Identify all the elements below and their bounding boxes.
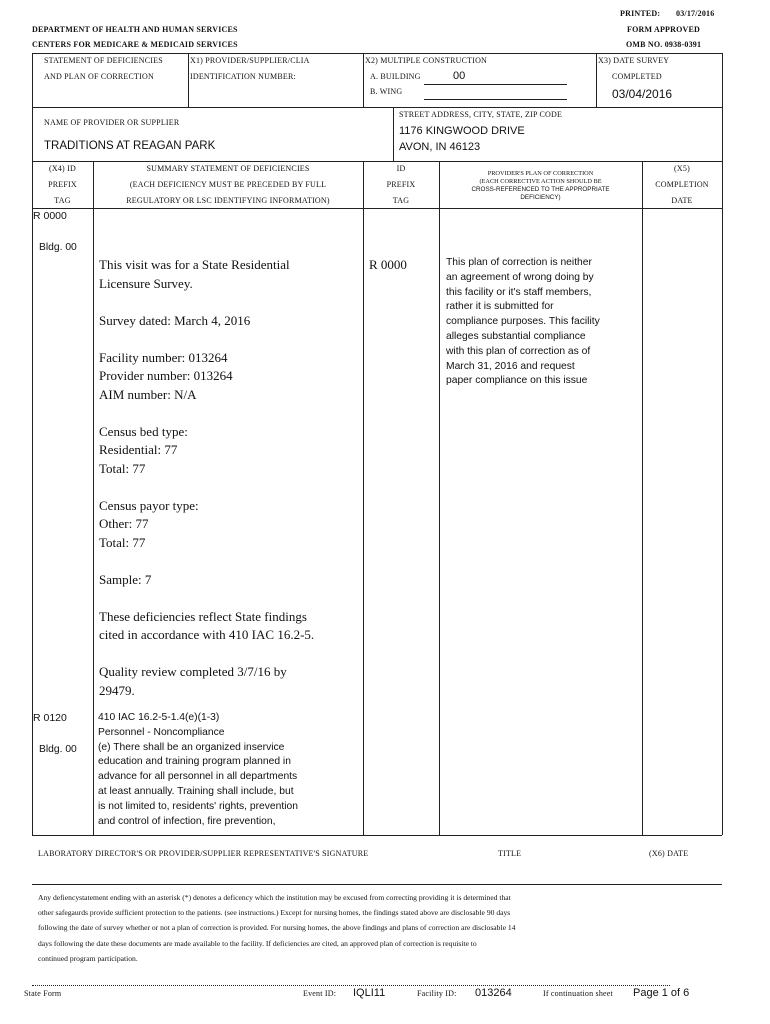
col-plan-title: PROVIDER'S PLAN OF CORRECTION: [487, 170, 594, 177]
address-line2: AVON, IN 46123: [399, 141, 481, 153]
col-summary-title: SUMMARY STATEMENT OF DEFICIENCIES: [146, 164, 310, 173]
printed-label: PRINTED:: [620, 9, 661, 18]
col-x4-tag: TAG: [54, 196, 71, 205]
col-id-prefix: PREFIX: [386, 180, 416, 189]
facility-id: 013264: [475, 987, 512, 999]
plan-tag-r0000: R 0000: [369, 257, 407, 272]
col-x5-completion: COMPLETION: [655, 180, 709, 189]
provider-name: TRADITIONS AT REAGAN PARK: [44, 140, 216, 152]
survey-date: 03/04/2016: [612, 87, 673, 101]
date-survey-label: X3) DATE SURVEY: [598, 56, 670, 65]
col-plan-sub2: CROSS-REFERENCED TO THE APPROPRIATE: [471, 186, 610, 193]
state-form-label: State Form: [24, 989, 62, 998]
form-approved: FORM APPROVED: [627, 25, 701, 34]
signature-label: LABORATORY DIRECTOR'S OR PROVIDER/SUPPLIER REPRESENTATIVE'S SIGNATURE: [38, 849, 369, 858]
col-plan-sub1: (EACH CORRECTIVE ACTION SHOULD BE: [479, 178, 602, 185]
col-x5: (X5): [674, 164, 690, 173]
entry-bldg-2: Bldg. 00: [39, 744, 77, 755]
wing-label: B. WING: [370, 87, 403, 96]
facility-id-label: Facility ID:: [417, 989, 457, 998]
entry-tag-r0120: R 0120: [33, 712, 67, 724]
building-value: 00: [453, 70, 466, 82]
col-x4-id: (X4) ID: [49, 164, 76, 173]
department-name: DEPARTMENT OF HEALTH AND HUMAN SERVICES: [32, 25, 238, 34]
entry-tag-r0000: R 0000: [33, 210, 67, 222]
x1-label: X1) PROVIDER/SUPPLIER/CLIA: [190, 56, 310, 65]
col-summary-sub2: REGULATORY OR LSC IDENTIFYING INFORMATION): [126, 196, 330, 205]
page-number: Page 1 of 6: [633, 987, 690, 999]
col-x5-date: DATE: [671, 196, 693, 205]
plan-of-correction-label: AND PLAN OF CORRECTION: [44, 72, 154, 81]
provider-name-label: NAME OF PROVIDER OR SUPPLIER: [44, 118, 180, 127]
statement-label: STATEMENT OF DEFICIENCIES: [44, 56, 163, 65]
centers-name: CENTERS FOR MEDICARE & MEDICAID SERVICES: [32, 40, 238, 49]
col-id: ID: [396, 164, 406, 173]
col-plan-sub3: DEFICIENCY): [520, 194, 561, 201]
omb-number: OMB NO. 0938-0391: [626, 40, 702, 49]
event-id: IQLI11: [353, 987, 386, 999]
col-id-tag: TAG: [392, 196, 410, 205]
col-x4-prefix: PREFIX: [48, 180, 77, 189]
summary-r0000: This visit was for a State Residential Licensure Survey. Survey dated: March 4, 2016 Facility number: 013264 Provider number: 013264 AIM number: N/A Census bed type: Residential: 77 Total: 77 Census payor type: Other: 77 Total: 77 Sample: 7 These deficiencies reflect State findings cited in accordance with 410 IAC 16.2-5. Quality review completed 3/7/16 by 29479.: [99, 257, 315, 698]
event-id-label: Event ID:: [303, 989, 337, 998]
disclaimer: Any defiencystatement ending with an asterisk (*) denotes a deficency which the institution may be excused from correcting providing it is determined that other safegaurds provide sufficient protection to the patients. (see instructions.) Except for nursing homes, the findings stated above are disclosable 90 days following the date of survey whether or not a plan of correction is provided. For nursing homes, the above findings and plans of correction are disclosable 14 days following the date these documents are made available to the facility. If deficiencies are cited, an approved plan of correction is requisite to continued program participation.: [38, 893, 516, 963]
col-summary-sub1: (EACH DEFICIENCY MUST BE PRECEDED BY FULL: [129, 180, 327, 189]
entry-bldg-1: Bldg. 00: [39, 242, 77, 253]
identification-label: IDENTIFICATION NUMBER:: [190, 72, 296, 81]
address-label: STREET ADDRESS, CITY, STATE, ZIP CODE: [399, 110, 563, 119]
x6-date-label: (X6) DATE: [649, 849, 689, 858]
header-top-border: [32, 53, 722, 54]
header-mid-border: [32, 107, 722, 108]
multiple-construction-label: X2) MULTIPLE CONSTRUCTION: [365, 56, 488, 65]
summary-r0120: 410 IAC 16.2-5-1.4(e)(1-3) Personnel - Noncompliance (e) There shall be an organized inservice education and training program planned in advance for all personnel in all departments at least annually. Training shall include, but is not limited to, residents' rights, prevention and control of infection, fire prevention,: [98, 712, 298, 827]
plan-r0000: This plan of correction is neither an agreement of wrong doing by this facility or it's staff members, rather it is submitted for compliance purposes. This facility alleges substantial compliance with this plan of correction as of March 31, 2016 and request paper compliance on this issue: [446, 257, 600, 387]
title-label: TITLE: [498, 849, 522, 858]
continuation-label: If continuation sheet: [543, 989, 613, 998]
building-label: A. BUILDING: [370, 72, 421, 81]
printed-date: 03/17/2016: [676, 9, 715, 18]
address-line1: 1176 KINGWOOD DRIVE: [399, 125, 525, 137]
completed-label: COMPLETED: [612, 72, 662, 81]
